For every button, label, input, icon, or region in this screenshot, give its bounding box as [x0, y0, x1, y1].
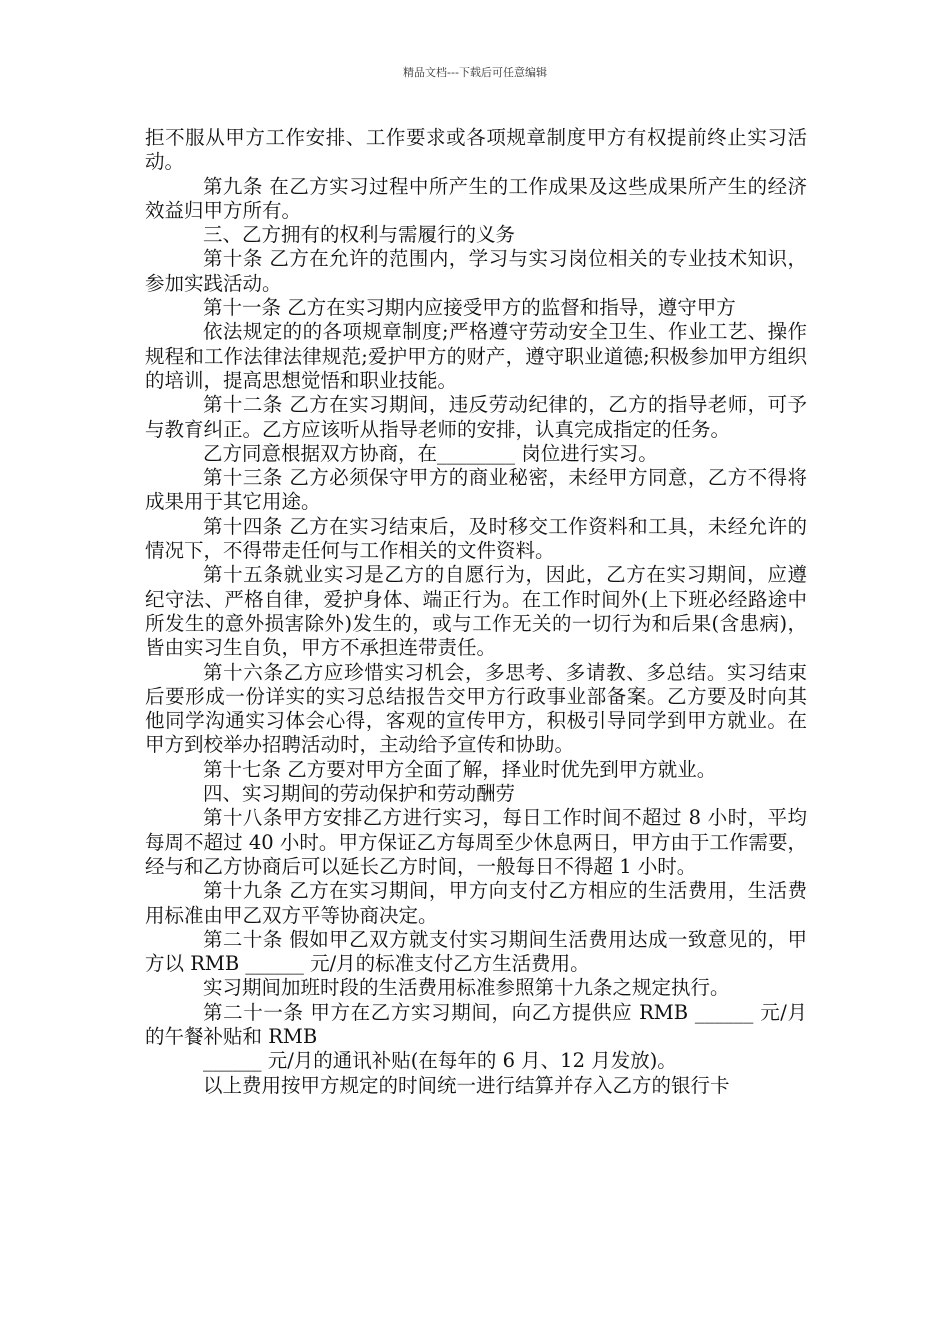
clause-18: 第十八条甲方安排乙方进行实习，每日工作时间不超过 8 小时，平均每周不超过 40 小时。甲方保证乙方每周至少休息两日，甲方由于工作需要，经与和乙方协商后可以延长乙方时间，一般每日不得超 1 小时。 [145, 806, 807, 878]
paragraph: 以上费用按甲方规定的时间统一进行结算并存入乙方的银行卡 [203, 1073, 730, 1097]
clause-21: 第二十一条 甲方在乙方实习期间，向乙方提供应 RMB ______ 元/月的午餐补贴和 RMB [145, 1000, 807, 1048]
clause-12: 第十二条 乙方在实习期间，违反劳动纪律的，乙方的指导老师，可予与教育纠正。乙方应该听从指导老师的安排，认真完成指定的任务。 [145, 393, 807, 441]
paragraph: 乙方同意根据双方协商，在________ 岗位进行实习。 [203, 441, 658, 465]
clause-15: 第十五条就业实习是乙方的自愿行为，因此，乙方在实习期间，应遵纪守法、严格自律，爱护身体、端正行为。在工作时间外(上下班必经路途中所发生的意外损害除外)发生的，或与工作无关的一切行为和后果(含患病)，皆由实习生自负，甲方不承担连带责任。 [145, 563, 807, 660]
paragraph: 实习期间加班时段的生活费用标准参照第十九条之规定执行。 [203, 976, 730, 1000]
clause-19: 第十九条 乙方在实习期间，甲方向支付乙方相应的生活费用，生活费用标准由甲乙双方平等协商决定。 [145, 879, 807, 927]
clause-11-continued: 依法规定的的各项规章制度;严格遵守劳动安全卫生、作业工艺、操作规程和工作法律法律规范;爱护甲方的财产，遵守职业道德;积极参加甲方组织的培训，提高思想觉悟和职业技能。 [145, 320, 807, 392]
clause-16: 第十六条乙方应珍惜实习机会，多思考、多请教、多总结。实习结束后要形成一份详实的实习总结报告交甲方行政事业部备案。乙方要及时向其他同学沟通实习体会心得，客观的宣传甲方，积极引导同学到甲方就业。在甲方到校举办招聘活动时，主动给予宣传和协助。 [145, 660, 807, 757]
clause-21-continued: ______ 元/月的通讯补贴(在每年的 6 月、12 月发放)。 [203, 1049, 677, 1073]
clause-10: 第十条 乙方在允许的范围内，学习与实习岗位相关的专业技术知识，参加实践活动。 [145, 247, 807, 295]
clause-14: 第十四条 乙方在实习结束后，及时移交工作资料和工具，未经允许的情况下，不得带走任何与工作相关的文件资料。 [145, 514, 807, 563]
page-header: 精品文档---下载后可任意编辑 [403, 66, 547, 79]
section-heading-3: 三、乙方拥有的权利与需履行的义务 [203, 223, 516, 247]
section-heading-4: 四、实习期间的劳动保护和劳动酬劳 [203, 782, 516, 806]
clause-17: 第十七条 乙方要对甲方全面了解，择业时优先到甲方就业。 [203, 757, 717, 781]
clause-20: 第二十条 假如甲乙双方就支付实习期间生活费用达成一致意见的，甲方以 RMB ______ 元/月的标准支付乙方生活费用。 [145, 927, 807, 976]
document-body [145, 126, 807, 1098]
clause-9: 第九条 在乙方实习过程中所产生的工作成果及这些成果所产生的经济效益归甲方所有。 [145, 174, 807, 222]
clause-11: 第十一条 乙方在实习期内应接受甲方的监督和指导，遵守甲方 [203, 296, 736, 320]
paragraph: 拒不服从甲方工作安排、工作要求或各项规章制度甲方有权提前终止实习活动。 [145, 126, 807, 174]
clause-13: 第十三条 乙方必须保守甲方的商业秘密，未经甲方同意，乙方不得将成果用于其它用途。 [145, 466, 807, 514]
